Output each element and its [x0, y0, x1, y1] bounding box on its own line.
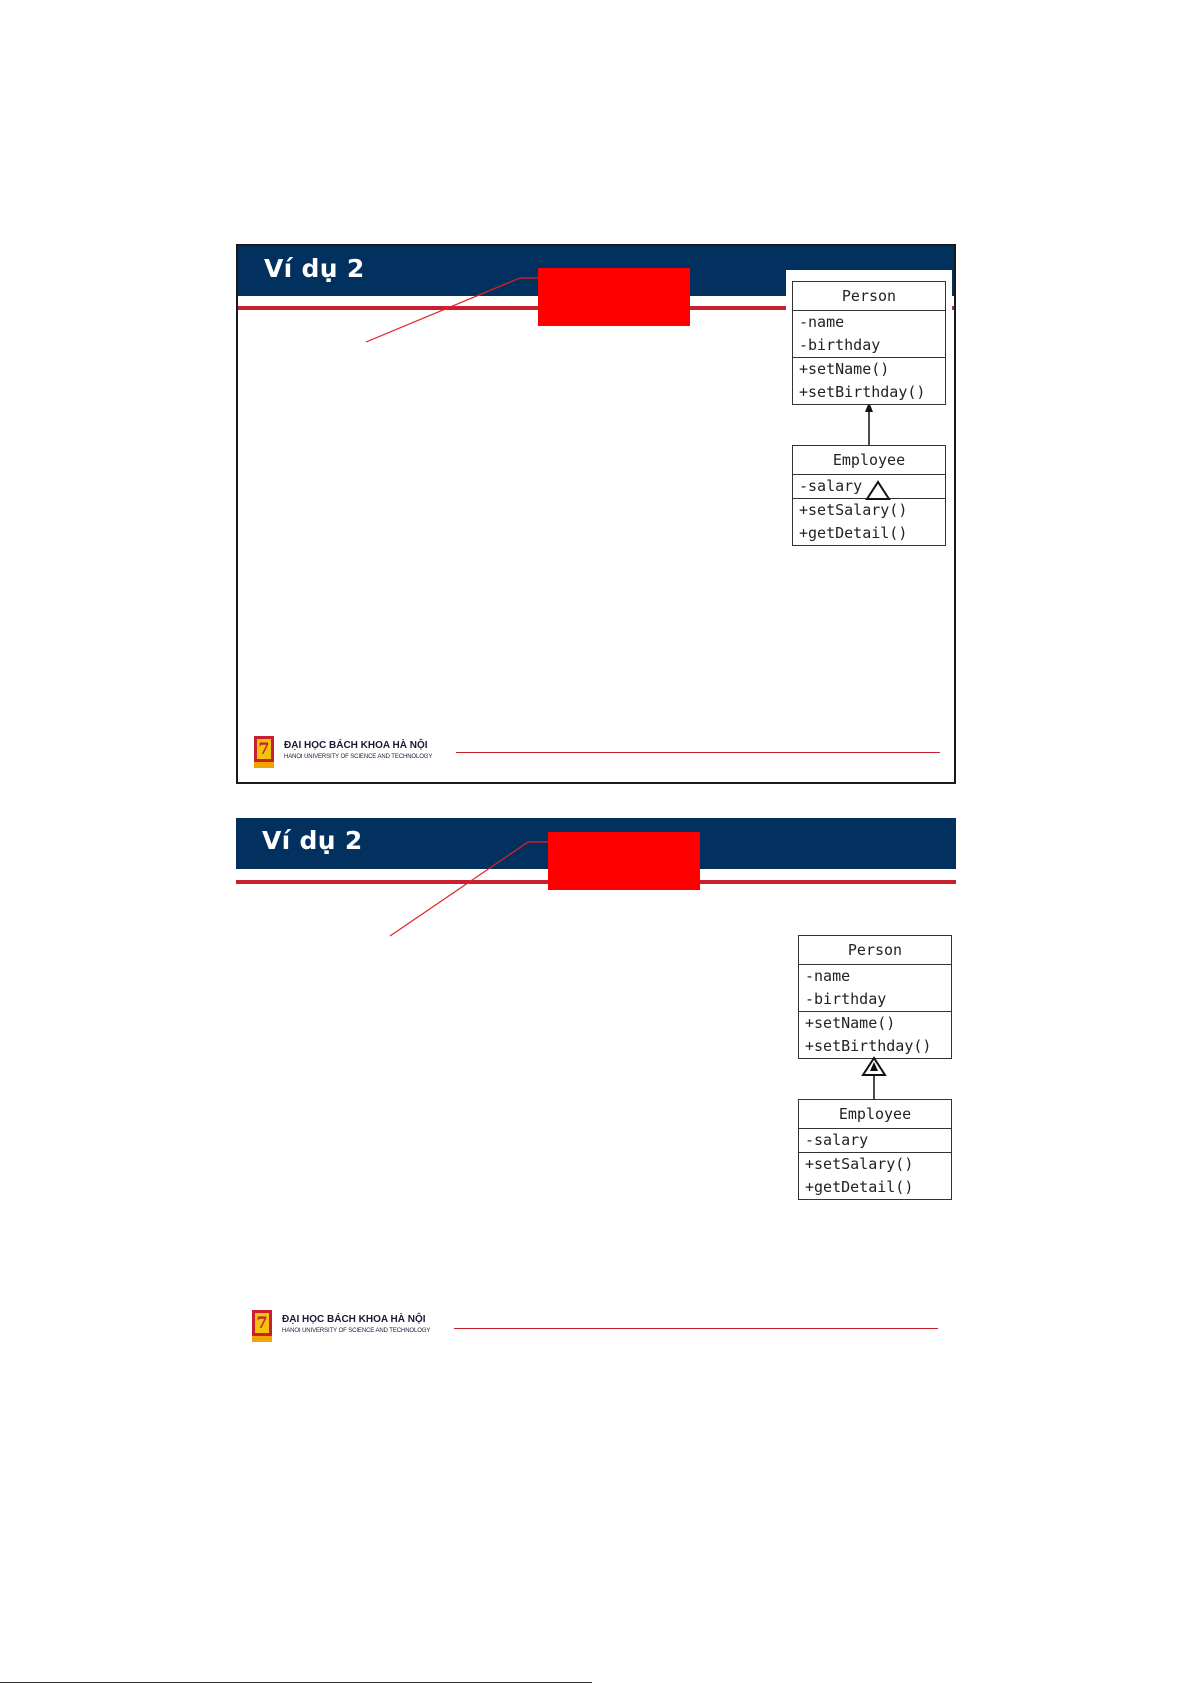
uml-class-employee	[798, 1099, 952, 1200]
method-getdetail: +getDetail()	[805, 1178, 914, 1196]
university-name-en: HANOI UNIVERSITY OF SCIENCE AND TECHNOLOGY	[282, 1328, 431, 1334]
university-logo	[254, 736, 274, 768]
attribute-salary: -salary	[805, 1131, 869, 1149]
attributes-section	[799, 965, 951, 1012]
footer-divider	[454, 1328, 938, 1329]
methods-section	[793, 358, 945, 404]
class-name: Employee	[799, 1100, 951, 1129]
class-name: Employee	[793, 446, 945, 475]
inheritance-triangle-icon	[863, 1058, 885, 1075]
method-setsalary: +setSalary()	[799, 501, 908, 519]
university-name: ĐẠI HỌC BÁCH KHOA HÀ NỘI	[284, 740, 428, 751]
attribute-name: -name	[805, 967, 851, 985]
class-name: Person	[799, 936, 951, 965]
attribute-birthday: -birthday	[805, 990, 887, 1008]
method-setsalary: +setSalary()	[805, 1155, 914, 1173]
footer-divider	[456, 752, 940, 753]
university-name-en: HANOI UNIVERSITY OF SCIENCE AND TECHNOLOGY	[284, 754, 433, 760]
arrow-head	[870, 1062, 878, 1071]
method-setbirthday: +setBirthday()	[799, 383, 926, 401]
slide-title: Ví dụ 2	[264, 254, 365, 283]
slide-1	[236, 244, 956, 784]
method-setname: +setName()	[805, 1014, 896, 1032]
logo-mark-icon: 7	[256, 1313, 268, 1332]
attribute-name: -name	[799, 313, 845, 331]
method-setbirthday: +setBirthday()	[805, 1037, 932, 1055]
attributes-section	[793, 475, 945, 499]
annotation-overlay	[236, 818, 956, 1358]
uml-class-person	[792, 281, 946, 405]
attribute-birthday: -birthday	[799, 336, 881, 354]
methods-section	[799, 1012, 951, 1058]
logo-mark-icon: 7	[258, 739, 270, 758]
uml-class-employee	[792, 445, 946, 546]
highlight-box	[538, 268, 690, 326]
method-setname: +setName()	[799, 360, 890, 378]
attributes-section	[799, 1129, 951, 1153]
university-name: ĐẠI HỌC BÁCH KHOA HÀ NỘI	[282, 1314, 426, 1325]
inheritance-arrow	[236, 818, 956, 1358]
page-bottom-rule	[0, 1682, 592, 1683]
uml-class-person	[798, 935, 952, 1059]
attributes-section	[793, 311, 945, 358]
class-name: Person	[793, 282, 945, 311]
attribute-salary: -salary	[799, 477, 863, 495]
methods-section	[799, 1153, 951, 1199]
highlight-box	[548, 832, 700, 890]
logo-band	[254, 762, 274, 768]
method-getdetail: +getDetail()	[799, 524, 908, 542]
methods-section	[793, 499, 945, 545]
university-logo	[252, 1310, 272, 1342]
logo-band	[252, 1336, 272, 1342]
slide-2	[236, 818, 956, 1358]
slide-title: Ví dụ 2	[262, 826, 363, 855]
